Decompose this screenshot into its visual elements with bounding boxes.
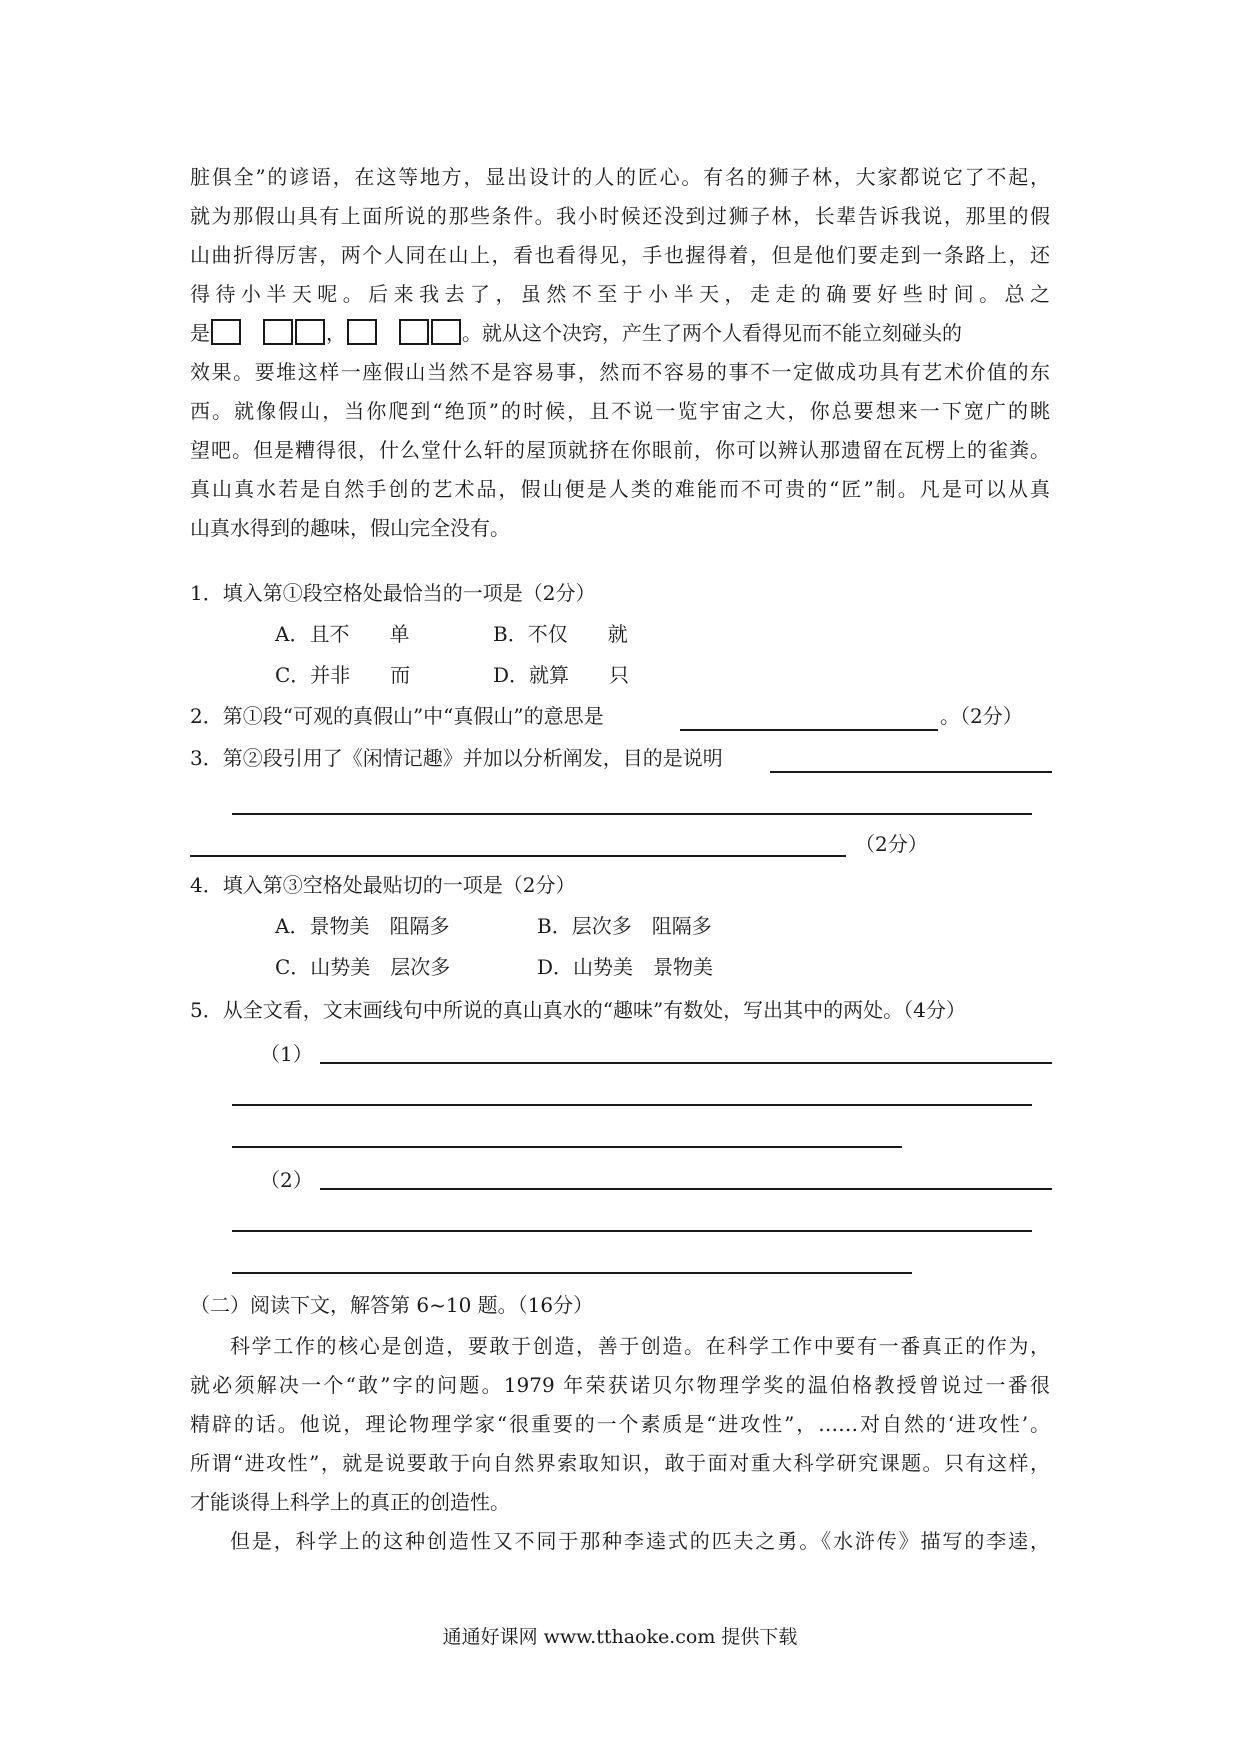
question-1-option-d: D．就算 只	[493, 663, 630, 687]
passage-line: 精辟的话。他说，理论物理学家“很重要的一个素质是“进攻性”，……对自然的‘进攻性’。	[190, 1412, 1050, 1436]
question-3-suffix: （2分）	[855, 832, 928, 856]
passage-line: 脏俱全”的谚语，在这等地方，显出设计的人的匠心。有名的狮子林，大家都说它了不起，	[190, 165, 1050, 189]
passage-text: 。就从这个决窍，产生了两个人看得见而不能立刻碰头的	[462, 321, 962, 345]
answer-line[interactable]	[770, 771, 1052, 773]
passage-text: ，	[326, 321, 346, 345]
answer-line[interactable]	[232, 1272, 912, 1274]
question-1-option-a: A．且不 单	[275, 622, 410, 646]
answer-line[interactable]	[232, 1104, 1032, 1106]
passage-line-blanks	[190, 314, 1050, 353]
question-4-option-d: D．山势美 景物美	[537, 955, 714, 979]
question-4-option-b: B．层次多 阻隔多	[537, 914, 712, 938]
answer-box	[211, 319, 241, 345]
question-1-stem: 1．填入第①段空格处最恰当的一项是（2分）	[190, 581, 596, 605]
footer-credit: 通通好课网 www.tthaoke.com 提供下载	[442, 1626, 798, 1648]
question-1-option-b: B．不仅 就	[493, 622, 628, 646]
passage-line: 就为那假山具有上面所说的那些条件。我小时候还没到过狮子林，长辈告诉我说，那里的假	[190, 204, 1050, 228]
answer-box	[295, 319, 325, 345]
answer-line[interactable]	[232, 1146, 902, 1148]
passage-line: 真山真水若是自然手创的艺术品，假山便是人类的难能而不可贵的“匠”制。凡是可以从真	[190, 477, 1050, 501]
answer-line[interactable]	[320, 1062, 1052, 1064]
question-5-stem: 5．从全文看，文末画线句中所说的真山真水的“趣味”有数处，写出其中的两处。（4分）	[190, 998, 966, 1022]
passage-line: 山真水得到的趣味，假山完全没有。	[190, 516, 510, 540]
answer-box	[347, 319, 377, 345]
passage-line: 科学工作的核心是创造，要敢于创造，善于创造。在科学工作中要有一番真正的作为，	[230, 1334, 1050, 1358]
answer-line[interactable]	[232, 1230, 1032, 1232]
question-1-option-c: C．并非 而	[275, 663, 411, 687]
passage-line: 效果。要堆这样一座假山当然不是容易事，然而不容易的事不一定做成功具有艺术价值的东	[190, 360, 1050, 384]
passage-line: 西。就像假山，当你爬到“绝顶”的时候，且不说一览宇宙之大，你总要想来一下宽广的眺	[190, 399, 1050, 423]
section-2-heading: （二）阅读下文，解答第 6~10 题。（16分）	[190, 1293, 594, 1317]
passage-line: 就必须解决一个“敢”字的问题。1979 年荣获诺贝尔物理学奖的温伯格教授曾说过一番很	[190, 1373, 1050, 1397]
question-3-stem: 3．第②段引用了《闲情记趣》并加以分析阐发，目的是说明	[190, 746, 723, 770]
question-5-sub-1: （1）	[260, 1042, 313, 1066]
answer-box	[263, 319, 293, 345]
passage-line: 望吧。但是糟得很，什么堂什么轩的屋顶就挤在你眼前，你可以辨认那遗留在瓦楞上的雀粪。	[190, 438, 1050, 462]
question-5-sub-2: （2）	[260, 1168, 313, 1192]
question-4-option-c: C．山势美 层次多	[275, 955, 451, 979]
passage-text: 是	[190, 321, 210, 345]
answer-line[interactable]	[320, 1188, 1052, 1190]
answer-line[interactable]	[190, 855, 846, 857]
question-2-suffix: 。（2分）	[940, 704, 1023, 728]
answer-line[interactable]	[232, 813, 1032, 815]
question-4-option-a: A．景物美 阻隔多	[275, 914, 450, 938]
answer-box	[431, 319, 461, 345]
question-4-stem: 4．填入第③空格处最贴切的一项是（2分）	[190, 873, 576, 897]
passage-line: 所谓“进攻性”，就是说要敢于向自然界索取知识，敢于面对重大科学研究课题。只有这样，	[190, 1451, 1050, 1475]
answer-line[interactable]	[680, 729, 938, 731]
passage-line: 山曲折得厉害，两个人同在山上，看也看得见，手也握得着，但是他们要走到一条路上，还	[190, 243, 1050, 267]
passage-line: 但是，科学上的这种创造性又不同于那种李逵式的匹夫之勇。《水浒传》描写的李逵，	[230, 1529, 1050, 1553]
question-2-stem: 2．第①段“可观的真假山”中“真假山”的意思是	[190, 704, 604, 728]
passage-line: 才能谈得上科学上的真正的创造性。	[190, 1490, 510, 1514]
answer-box	[399, 319, 429, 345]
passage-line: 得待小半天呢。后来我去了，虽然不至于小半天，走走的确要好些时间。总之	[190, 282, 1050, 306]
